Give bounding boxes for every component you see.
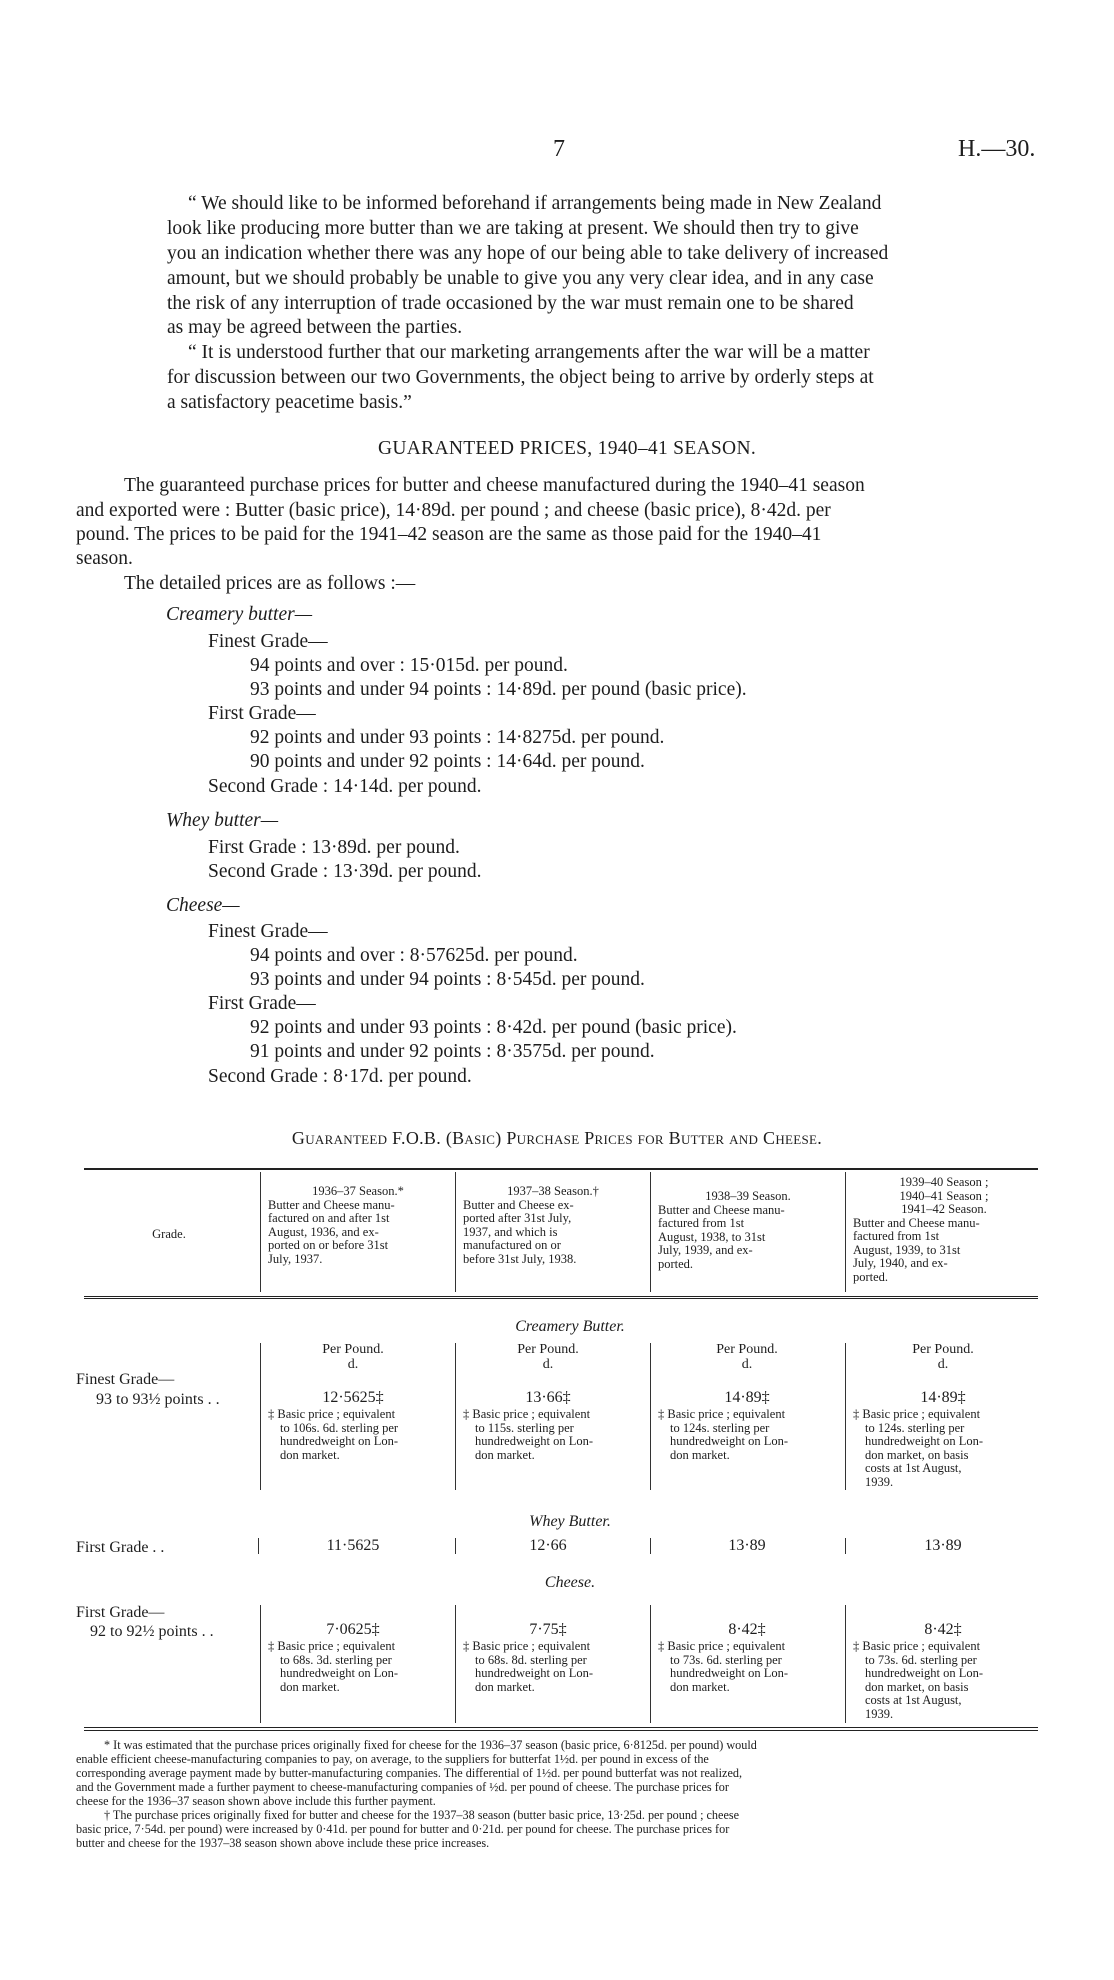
header-line: July, 1939, and ex- — [658, 1243, 753, 1257]
header-line: factured from 1st — [853, 1229, 940, 1243]
intro-line: pound. The prices to be paid for the 1941–42 season are the same as those paid for the 1940–41 — [76, 524, 822, 545]
note-line: costs at 1st August, — [865, 1461, 962, 1475]
header-line: manufactured on or — [463, 1238, 561, 1252]
header-line: 1939–40 Season ; — [899, 1175, 989, 1189]
header-line: August, 1939, to 31st — [853, 1242, 961, 1257]
header-line: 1940–41 Season ; — [899, 1188, 989, 1203]
header-line: ported. — [853, 1269, 889, 1284]
per-pound-unit — [488, 1342, 608, 1372]
header-line: August, 1938, to 31st — [658, 1229, 766, 1244]
header-line: ported. — [658, 1256, 694, 1271]
cheese-value-1936-37: 7·0625‡ — [326, 1621, 380, 1638]
header-line: 1938–39 Season. — [705, 1189, 791, 1203]
column-divider — [258, 1538, 259, 1554]
column-divider — [455, 1605, 456, 1723]
quote-line: as may be agreed between the parties. — [167, 317, 463, 338]
intro-line: and exported were : Butter (basic price), 14·89d. per pound ; and cheese (basic price), 8·42d. per — [76, 500, 831, 521]
creamery-note-1939-42 — [853, 1408, 1035, 1489]
column-header-1938-39 — [658, 1190, 838, 1271]
column-divider — [260, 1343, 261, 1490]
header-line: 1937, and which is — [463, 1224, 558, 1239]
intro-line: The guaranteed purchase prices for butter and cheese manufactured during the 1940–41 season — [124, 475, 865, 496]
note-line: 1939. — [865, 1474, 894, 1489]
whey-butter-section-label: Whey Butter. — [529, 1513, 611, 1530]
creamery-note-1936-37 — [268, 1408, 448, 1462]
column-divider — [650, 1172, 651, 1292]
cheese-value-1937-38: 7·75‡ — [529, 1621, 567, 1638]
note-line: don market, on basis — [865, 1447, 969, 1462]
quote-line: “ It is understood further that our marketing arrangements after the war will be a matter — [188, 342, 870, 363]
section-heading: GUARANTEED PRICES, 1940–41 SEASON. — [377, 438, 756, 459]
note-line: to 115s. sterling per — [475, 1420, 574, 1435]
cheese-first-grade: First Grade— — [208, 993, 316, 1014]
column-divider — [650, 1538, 651, 1554]
note-line: to 68s. 8d. sterling per — [475, 1652, 587, 1667]
per-pound-label: Per Pound. — [322, 1342, 384, 1357]
note-line: ‡ Basic price ; equivalent — [658, 1639, 786, 1653]
table-bottom-rule — [84, 1727, 1038, 1728]
pence-label: d. — [937, 1357, 949, 1372]
whey-first-grade-row-label: First Grade . . — [76, 1539, 165, 1556]
cheese-note-1938-39 — [658, 1640, 838, 1694]
note-line: don market. — [280, 1679, 340, 1694]
footnote-line: cheese for the 1936–37 season shown above include this further payment. — [76, 1794, 436, 1808]
whey-value-1936-37: 11·5625 — [326, 1537, 380, 1554]
column-header-1937-38 — [463, 1185, 643, 1266]
per-pound-unit — [687, 1342, 807, 1372]
column-divider — [650, 1605, 651, 1723]
creamery-finest-94: 94 points and over : 15·015d. per pound. — [250, 655, 568, 676]
note-line: hundredweight on Lon- — [280, 1666, 399, 1680]
document-reference: H.—30. — [958, 136, 1036, 162]
cheese-finest-94: 94 points and over : 8·57625d. per pound. — [250, 945, 578, 966]
creamery-first-90: 90 points and under 92 points : 14·64d. per pound. — [250, 751, 645, 772]
per-pound-label: Per Pound. — [716, 1342, 778, 1357]
table-bottom-rule-double — [84, 1730, 1038, 1731]
cheese-value-1939-42: 8·42‡ — [924, 1621, 962, 1638]
footnote-line: basic price, 7·54d. per pound) were increased by 0·41d. per pound for butter and 0·21d. per pound for cheese. The purchase prices for — [76, 1822, 730, 1836]
note-line: don market. — [475, 1679, 535, 1694]
pence-label: d. — [741, 1357, 753, 1372]
footnote-dagger — [76, 1808, 1036, 1850]
column-divider — [845, 1605, 846, 1723]
note-line: to 124s. sterling per — [865, 1420, 965, 1435]
column-divider — [845, 1538, 846, 1554]
column-divider — [455, 1538, 456, 1554]
cheese-points-label: 92 to 92½ points . . — [90, 1623, 214, 1640]
whey-second-grade: Second Grade : 13·39d. per pound. — [208, 861, 482, 882]
note-line: to 73s. 6d. sterling per — [865, 1652, 977, 1667]
note-line: hundredweight on Lon- — [670, 1434, 789, 1448]
header-line: 1941–42 Season. — [901, 1202, 987, 1216]
creamery-first-92: 92 points and under 93 points : 14·8275d. per pound. — [250, 727, 665, 748]
cheese-finest-grade: Finest Grade— — [208, 921, 328, 942]
header-line: August, 1936, and ex- — [268, 1224, 379, 1239]
note-line: ‡ Basic price ; equivalent — [658, 1407, 786, 1421]
creamery-finest-grade: Finest Grade— — [208, 631, 328, 652]
note-line: hundredweight on Lon- — [475, 1434, 594, 1448]
footnote-line: enable efficient cheese-manufacturing companies to pay, on average, to the suppliers for butterfat 1½d. per pound in excess of the — [76, 1752, 709, 1766]
per-pound-unit — [293, 1342, 413, 1372]
creamery-finest-93: 93 points and under 94 points : 14·89d. per pound (basic price). — [250, 679, 747, 700]
creamery-value-1938-39: 14·89‡ — [724, 1389, 770, 1406]
whey-value-1938-39: 13·89 — [728, 1537, 766, 1554]
header-line: factured from 1st — [658, 1216, 745, 1230]
header-line: Butter and Cheese ex- — [463, 1197, 574, 1212]
note-line: ‡ Basic price ; equivalent — [853, 1407, 981, 1421]
note-line: hundredweight on Lon- — [865, 1434, 984, 1448]
column-divider — [845, 1343, 846, 1490]
note-line: hundredweight on Lon- — [670, 1666, 789, 1680]
creamery-note-1937-38 — [463, 1408, 643, 1462]
footnote-line: and the Government made a further payment to cheese-manufacturing companies of ½d. per pound of cheese. The purchase prices for — [76, 1780, 729, 1794]
cheese-value-1938-39: 8·42‡ — [728, 1621, 766, 1638]
creamery-value-1939-42: 14·89‡ — [920, 1389, 966, 1406]
note-line: 1939. — [865, 1706, 894, 1721]
header-line: ported after 31st July, — [463, 1211, 572, 1225]
note-line: to 73s. 6d. sterling per — [670, 1652, 782, 1667]
table-header-rule-double — [84, 1298, 1038, 1299]
note-line: ‡ Basic price ; equivalent — [463, 1407, 591, 1421]
whey-value-1939-42: 13·89 — [924, 1537, 962, 1554]
creamery-value-1936-37: 12·5625‡ — [322, 1389, 384, 1406]
footnote-line: † The purchase prices originally fixed for butter and cheese for the 1937–38 season (butter basic price, 13·25d. per pound ; cheese — [104, 1808, 739, 1822]
pence-label: d. — [542, 1357, 554, 1372]
cheese-first-91: 91 points and under 92 points : 8·3575d. per pound. — [250, 1041, 655, 1062]
note-line: to 68s. 3d. sterling per — [280, 1652, 392, 1667]
quote-line: a satisfactory peacetime basis.” — [167, 392, 412, 413]
cheese-finest-93: 93 points and under 94 points : 8·545d. per pound. — [250, 969, 645, 990]
grade-column-header: Grade. — [152, 1227, 186, 1241]
cheese-note-1937-38 — [463, 1640, 643, 1694]
note-line: don market. — [280, 1447, 340, 1462]
header-line: July, 1937. — [268, 1251, 323, 1266]
quote-line: for discussion between our two Governments, the object being to arrive by orderly steps at — [167, 367, 874, 388]
per-pound-label: Per Pound. — [517, 1342, 579, 1357]
table-top-rule — [84, 1168, 1038, 1170]
cheese-section-label: Cheese. — [544, 1574, 596, 1591]
header-line: Butter and Cheese manu- — [658, 1202, 785, 1217]
header-line: ported on or before 31st — [268, 1238, 389, 1252]
note-line: ‡ Basic price ; equivalent — [463, 1639, 591, 1653]
cheese-note-1939-42 — [853, 1640, 1035, 1721]
footnote-line: butter and cheese for the 1937–38 season shown above include these price increases. — [76, 1836, 490, 1850]
finest-grade-row-label: Finest Grade— — [76, 1371, 175, 1388]
note-line: don market, on basis — [865, 1679, 969, 1694]
whey-butter-title: Whey butter— — [166, 810, 279, 831]
column-divider — [455, 1172, 456, 1292]
intro-line: season. — [76, 548, 133, 569]
creamery-note-1938-39 — [658, 1408, 838, 1462]
pence-label: d. — [347, 1357, 359, 1372]
note-line: ‡ Basic price ; equivalent — [268, 1639, 396, 1653]
note-line: to 106s. 6d. sterling per — [280, 1420, 399, 1435]
quote-line: you an indication whether there was any hope of our being able to take delivery of increased — [167, 243, 889, 264]
creamery-second-grade: Second Grade : 14·14d. per pound. — [208, 776, 482, 797]
column-divider — [845, 1172, 846, 1292]
quote-line: amount, but we should probably be unable to give you any very clear idea, and in any case — [167, 268, 874, 289]
quote-line: “ We should like to be informed beforehand if arrangements being made in New Zealand — [188, 193, 882, 214]
column-divider — [260, 1172, 261, 1292]
note-line: don market. — [670, 1447, 730, 1462]
note-line: ‡ Basic price ; equivalent — [268, 1407, 396, 1421]
cheese-note-1936-37 — [268, 1640, 448, 1694]
quote-line: the risk of any interruption of trade occasioned by the war must remain one to be shared — [167, 293, 854, 314]
column-divider — [650, 1343, 651, 1490]
creamery-value-1937-38: 13·66‡ — [525, 1389, 571, 1406]
per-pound-unit — [883, 1342, 1003, 1372]
note-line: hundredweight on Lon- — [475, 1666, 594, 1680]
whey-value-1937-38: 12·66 — [529, 1537, 567, 1554]
footnote-star — [76, 1738, 1036, 1808]
creamery-butter-section-label: Creamery Butter. — [515, 1318, 625, 1335]
page-number: 7 — [553, 136, 565, 162]
note-line: ‡ Basic price ; equivalent — [853, 1639, 981, 1653]
table-title: Guaranteed F.O.B. (Basic) Purchase Prices for Butter and Cheese. — [291, 1128, 823, 1148]
note-line: don market. — [475, 1447, 535, 1462]
header-line: 1936–37 Season.* — [312, 1184, 404, 1198]
per-pound-label: Per Pound. — [912, 1342, 974, 1357]
detailed-prices-intro: The detailed prices are as follows :— — [124, 573, 416, 594]
header-line: Butter and Cheese manu- — [268, 1197, 395, 1212]
footnote-line: * It was estimated that the purchase prices originally fixed for cheese for the 1936–37 season (basic price, 6·8125d. per pound) would — [104, 1738, 757, 1752]
whey-first-grade: First Grade : 13·89d. per pound. — [208, 837, 460, 858]
column-header-1939-42 — [853, 1176, 1035, 1284]
footnote-line: corresponding average payment made by butter-manufacturing companies. The differential of 1½d. per pound butterfat was not realized, — [76, 1766, 742, 1780]
note-line: costs at 1st August, — [865, 1693, 962, 1707]
note-line: to 124s. sterling per — [670, 1420, 770, 1435]
table-header-rule — [84, 1296, 1038, 1297]
quote-line: look like producing more butter than we are taking at present. We should then try to give — [167, 218, 859, 239]
header-line: 1937–38 Season.† — [507, 1184, 599, 1198]
header-line: before 31st July, 1938. — [463, 1251, 577, 1266]
header-line: Butter and Cheese manu- — [853, 1215, 980, 1230]
cheese-first-grade-row-label: First Grade— — [76, 1604, 165, 1621]
cheese-title: Cheese— — [166, 895, 240, 916]
creamery-butter-title: Creamery butter— — [166, 604, 313, 625]
note-line: hundredweight on Lon- — [865, 1666, 984, 1680]
finest-grade-points-label: 93 to 93½ points . . — [96, 1391, 220, 1408]
cheese-first-92: 92 points and under 93 points : 8·42d. per pound (basic price). — [250, 1017, 737, 1038]
creamery-first-grade: First Grade— — [208, 703, 316, 724]
note-line: hundredweight on Lon- — [280, 1434, 399, 1448]
column-header-1936-37 — [268, 1185, 448, 1266]
cheese-second-grade: Second Grade : 8·17d. per pound. — [208, 1066, 472, 1087]
header-line: factured on and after 1st — [268, 1211, 390, 1225]
column-divider — [455, 1343, 456, 1490]
header-line: July, 1940, and ex- — [853, 1256, 948, 1270]
column-divider — [260, 1605, 261, 1723]
note-line: don market. — [670, 1679, 730, 1694]
